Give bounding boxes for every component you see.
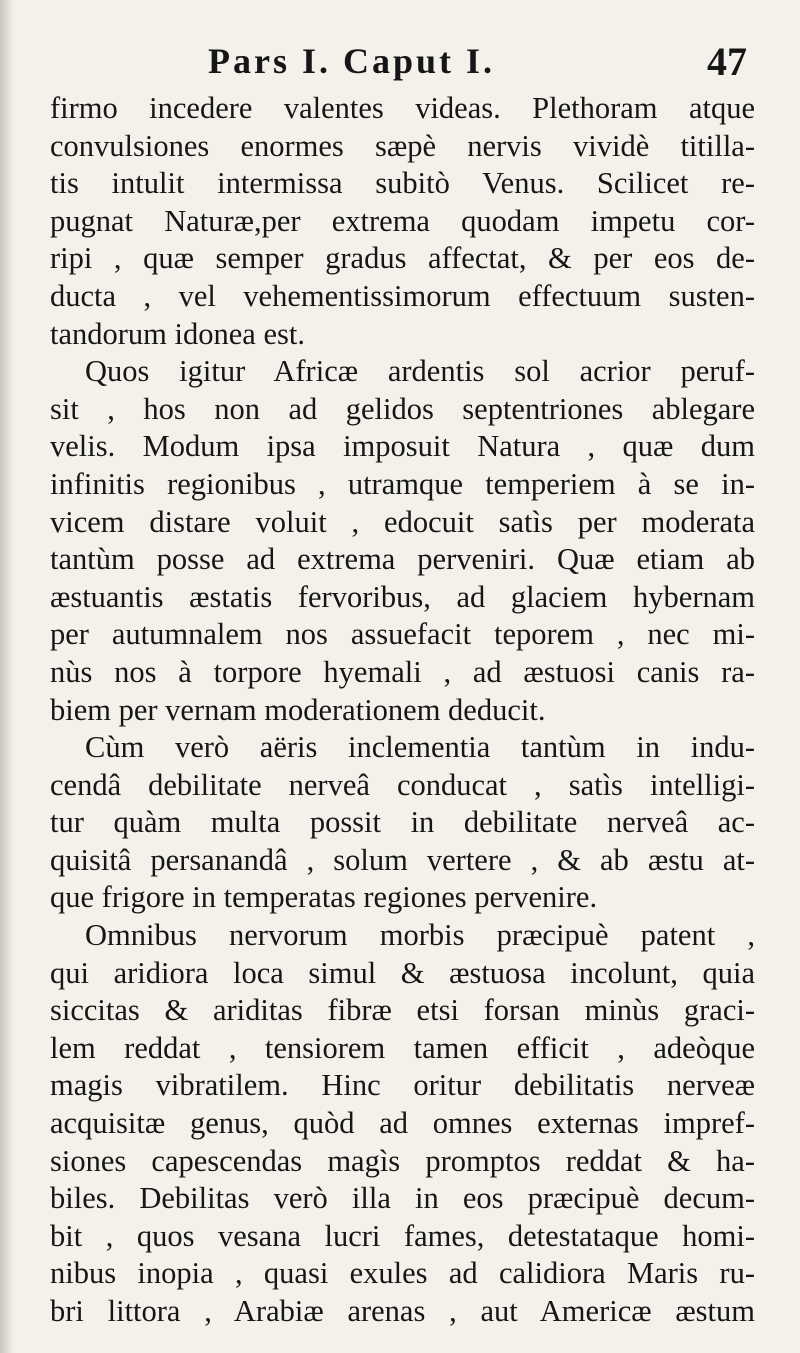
paragraph bbox=[50, 729, 755, 917]
text-line: ripi , quæ semper gradus affectat, & per eos de- bbox=[50, 241, 755, 276]
text-line: nùs nos à torpore hyemali , ad æstuosi canis ra- bbox=[50, 654, 755, 689]
text-line: pugnat Naturæ,per extrema quodam impetu cor- bbox=[50, 203, 755, 238]
text-line: siccitas & ariditas fibræ etsi forsan minùs graci- bbox=[50, 993, 755, 1028]
text-line: tantùm posse ad extrema perveniri. Quæ etiam ab bbox=[50, 542, 755, 577]
text-line: Quos igitur Africæ ardentis sol acrior peruf- bbox=[85, 354, 755, 389]
text-line: cendâ debilitate nerveâ conducat , satìs intelligi- bbox=[50, 767, 755, 802]
page-gutter-shadow bbox=[0, 0, 14, 1353]
text-line: biem per vernam moderationem deducit. bbox=[50, 692, 546, 727]
page-number: 47 bbox=[707, 39, 747, 84]
text-line: lem reddat , tensiorem tamen efficit , adeòque bbox=[50, 1030, 755, 1065]
text-line: Omnibus nervorum morbis præcipuè patent , bbox=[85, 918, 755, 953]
text-line: qui aridiora loca simul & æstuosa incolunt, quia bbox=[50, 955, 755, 990]
text-line: tis intulit intermissa subitò Venus. Scilicet re- bbox=[50, 166, 755, 201]
text-line: bri littora , Arabiæ arenas , aut Americæ æstum bbox=[50, 1294, 755, 1328]
text-line: tandorum idonea est. bbox=[50, 316, 305, 351]
text-line: tur quàm multa possit in debilitate nerveâ ac- bbox=[50, 805, 755, 840]
text-line: bit , quos vesana lucri fames, detestataque homi- bbox=[50, 1218, 755, 1253]
text-line: convulsiones enormes sæpè nervis vividè titilla- bbox=[50, 128, 755, 163]
text-line: ducta , vel vehementissimorum effectuum susten- bbox=[50, 278, 755, 313]
text-line: que frigore in temperatas regiones pervenire. bbox=[50, 880, 598, 915]
text-line: siones capescendas magìs promptos reddat & ha- bbox=[50, 1143, 755, 1178]
text-line: acquisitæ genus, quòd ad omnes externas impref- bbox=[50, 1106, 755, 1141]
text-line: sit , hos non ad gelidos septentriones ablegare bbox=[50, 391, 755, 426]
text-line: vicem distare voluit , edocuit satìs per moderata bbox=[50, 504, 755, 539]
page-header bbox=[50, 38, 755, 88]
text-line: æstuantis æstatis fervoribus, ad glaciem hybernam bbox=[50, 579, 755, 614]
paragraph bbox=[50, 90, 755, 353]
running-head: Pars I. Caput I. bbox=[208, 41, 496, 81]
text-line: infinitis regionibus , utramque temperiem à se in- bbox=[50, 466, 755, 501]
paragraph bbox=[50, 917, 755, 1331]
paragraph bbox=[50, 353, 755, 729]
text-line: velis. Modum ipsa imposuit Natura , quæ dum bbox=[50, 429, 755, 464]
text-line: per autumnalem nos assuefacit teporem , nec mi- bbox=[50, 617, 755, 652]
text-line: firmo incedere valentes videas. Plethoram atque bbox=[50, 91, 755, 125]
text-line: Cùm verò aëris inclementia tantùm in indu- bbox=[85, 730, 755, 765]
body-text bbox=[50, 90, 755, 1331]
text-line: magis vibratilem. Hinc oritur debilitatis nerveæ bbox=[50, 1068, 755, 1103]
text-line: nibus inopia , quasi exules ad calidiora Maris ru- bbox=[50, 1256, 755, 1291]
text-line: quisitâ persanandâ , solum vertere , & ab æstu at- bbox=[50, 842, 755, 877]
text-line: biles. Debilitas verò illa in eos præcipuè decum- bbox=[50, 1181, 755, 1216]
